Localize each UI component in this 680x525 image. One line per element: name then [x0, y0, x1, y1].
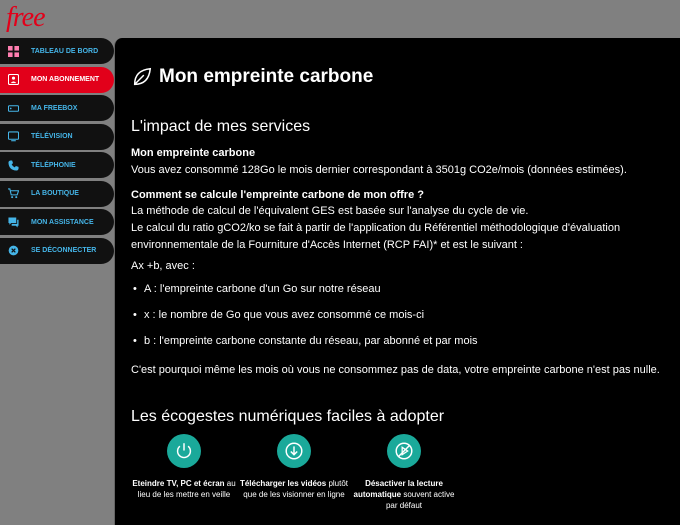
sidebar-nav — [0, 38, 114, 266]
sidebar-item-telephonie[interactable] — [0, 152, 114, 178]
impact-section-title: L'impact de mes services — [131, 118, 311, 135]
sidebar-item-tableau-de-bord[interactable] — [0, 38, 114, 64]
sidebar-item-label: TÉLÉVISION — [31, 133, 73, 140]
sidebar-item-mon-abonnement[interactable] — [0, 67, 114, 93]
freebox-icon — [8, 103, 19, 114]
carbon-subtitle: Mon empreinte carbone — [131, 147, 256, 159]
ecogeste-autoplay-off — [349, 434, 459, 511]
list-item: • A : l'empreinte carbone d'un Go sur notre réseau — [131, 283, 478, 309]
chat-icon — [8, 217, 19, 228]
method-line-2: Le calcul du ratio gCO2/ko se fait à partir de l'application du Référentiel méthodologique d'évaluation — [131, 222, 621, 234]
ecogestes-section-title: Les écogestes numériques faciles à adopter — [131, 408, 445, 425]
ecogeste-download — [239, 434, 349, 500]
phone-icon — [8, 160, 19, 171]
id-card-icon — [8, 74, 19, 85]
logout-icon — [8, 245, 19, 256]
list-item: • b : l'empreinte carbone constante du réseau, par abonné et par mois — [131, 335, 478, 361]
sidebar-item-label: LA BOUTIQUE — [31, 190, 79, 197]
sidebar-item-label: SE DÉCONNECTER — [31, 247, 97, 254]
leaf-icon — [131, 66, 153, 88]
sidebar-item-ma-freebox[interactable] — [0, 95, 114, 121]
conclusion-text: C'est pourquoi même les mois où vous ne consommez pas de data, votre empreinte carbone n'est pas nulle. — [131, 364, 660, 376]
sidebar-item-mon-assistance[interactable] — [0, 209, 114, 235]
sidebar-item-la-boutique[interactable] — [0, 181, 114, 207]
calculation-subtitle: Comment se calcule l'empreinte carbone de mon offre ? — [131, 189, 424, 201]
sidebar-item-label: MON ABONNEMENT — [31, 76, 100, 83]
sidebar-item-television[interactable] — [0, 124, 114, 150]
sidebar-item-label: MON ASSISTANCE — [31, 218, 94, 226]
main-content — [114, 38, 680, 525]
list-item: • x : le nombre de Go que vous avez consommé ce mois-ci — [131, 309, 478, 335]
page-title-text: Mon empreinte carbone — [159, 66, 374, 87]
power-icon — [167, 434, 201, 468]
ecogeste-power-off — [129, 434, 239, 500]
dashboard-icon — [8, 46, 19, 57]
autoplay-off-icon — [387, 434, 421, 468]
sidebar-item-label: MA FREEBOX — [31, 104, 78, 112]
ecogeste-text: Eteindre TV, PC et écran au lieu de les mettre en veille — [132, 479, 236, 499]
ecogestes-list — [129, 434, 469, 524]
sidebar-item-se-deconnecter[interactable] — [0, 238, 114, 264]
page-title — [131, 66, 373, 88]
sidebar-item-label: TÉLÉPHONIE — [31, 161, 76, 169]
formula-text: Ax +b, avec : — [131, 260, 195, 272]
ecogeste-text: Télécharger les vidéos plutôt que de les visionner en ligne — [239, 479, 349, 499]
method-line-1: La méthode de calcul de l'équivalent GES est basée sur l'analyse du cycle de vie. — [131, 205, 529, 217]
free-logo[interactable]: free — [6, 2, 45, 33]
sidebar-item-label: TABLEAU DE BORD — [31, 47, 99, 55]
formula-variables-list — [131, 283, 478, 361]
consumption-text: Vous avez consommé 128Go le mois dernier correspondant à 3501g CO2e/mois (données estimées). — [131, 164, 627, 176]
cart-icon — [8, 188, 19, 199]
download-icon — [277, 434, 311, 468]
method-line-3: environnementale de la Fourniture d'Accès Internet (RCP FAI)* et est le suivant : — [131, 239, 523, 251]
ecogeste-text: Désactiver la lecture automatique souvent active par défaut — [353, 479, 455, 510]
tv-icon — [8, 131, 19, 142]
